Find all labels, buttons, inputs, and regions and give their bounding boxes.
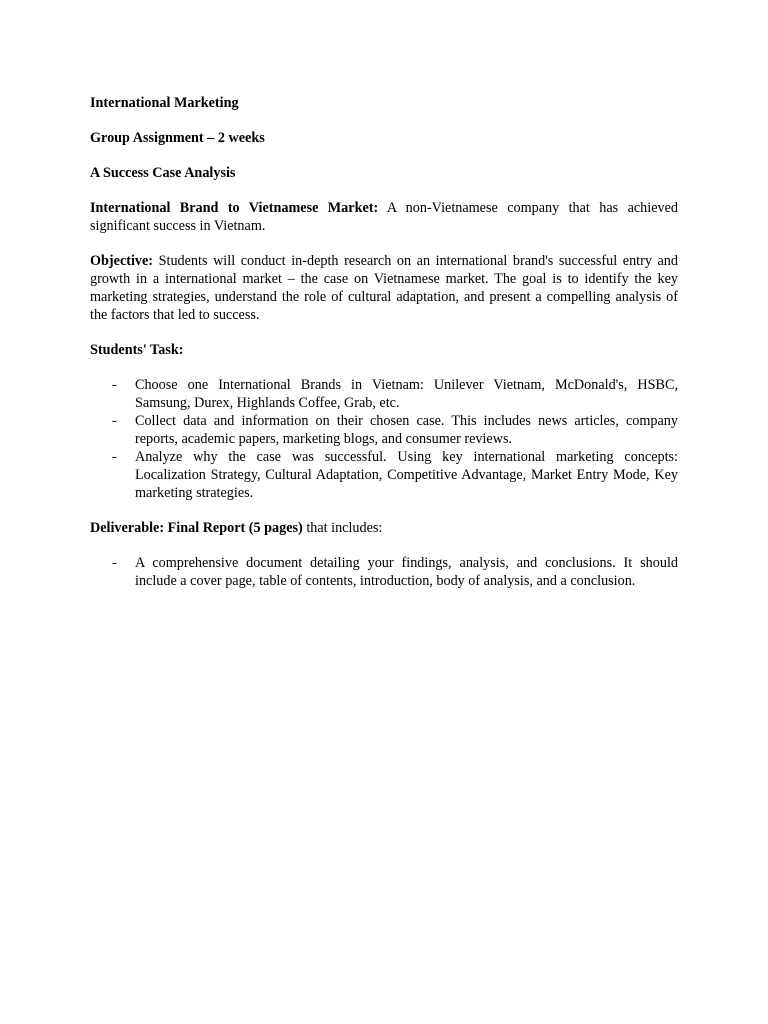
- deliverable-item-text: A comprehensive document detailing your findings, analysis, and conclusions. It should include a cover page, table of contents, introduction, body of analysis, and a conclusion.: [135, 555, 678, 589]
- deliverable-label: Deliverable: Final Report (5 pages): [90, 520, 303, 536]
- objective-label: Objective:: [90, 253, 154, 269]
- tasks-heading: Students' Task:: [90, 342, 184, 358]
- deliverable-paragraph: [90, 519, 678, 537]
- list-item: [90, 376, 678, 412]
- list-item: [90, 554, 678, 590]
- list-bullet: -: [112, 449, 117, 465]
- task-text: Analyze why the case was successful. Using key international marketing concepts: Localization Strategy, Cultural Adaptation, Competitive Advantage, Market Entry Mode, Key marketing strategies.: [135, 449, 678, 501]
- assignment-title: Group Assignment – 2 weeks: [90, 130, 265, 146]
- course-title: International Marketing: [90, 95, 239, 111]
- brand-paragraph: [90, 199, 678, 235]
- list-bullet: -: [112, 413, 117, 429]
- task-text: Collect data and information on their chosen case. This includes news articles, company reports, academic papers, marketing blogs, and consumer reviews.: [135, 413, 678, 447]
- case-heading: A Success Case Analysis: [90, 165, 236, 181]
- deliverable-text: that includes:: [302, 520, 383, 536]
- deliverable-list: [90, 554, 678, 590]
- tasks-list: [90, 376, 678, 502]
- list-item: [90, 412, 678, 448]
- objective-paragraph: [90, 252, 678, 324]
- list-bullet: -: [112, 555, 117, 571]
- brand-label: International Brand to Vietnamese Market:: [90, 200, 379, 216]
- brand-text: A non-Vietnamese company that has achieved significant success in Vietnam.: [90, 200, 678, 234]
- task-text: Choose one International Brands in Vietnam: Unilever Vietnam, McDonald's, HSBC, Samsung, Durex, Highlands Coffee, Grab, etc.: [135, 377, 678, 411]
- list-bullet: -: [112, 377, 117, 393]
- list-item: [90, 448, 678, 502]
- objective-text: Students will conduct in-depth research on an international brand's successful entry and growth in a international market – the case on Vietnamese market. The goal is to identify the key marketing strategies, understand the role of cultural adaptation, and present a compelling analysis of the factors that led to success.: [90, 253, 678, 323]
